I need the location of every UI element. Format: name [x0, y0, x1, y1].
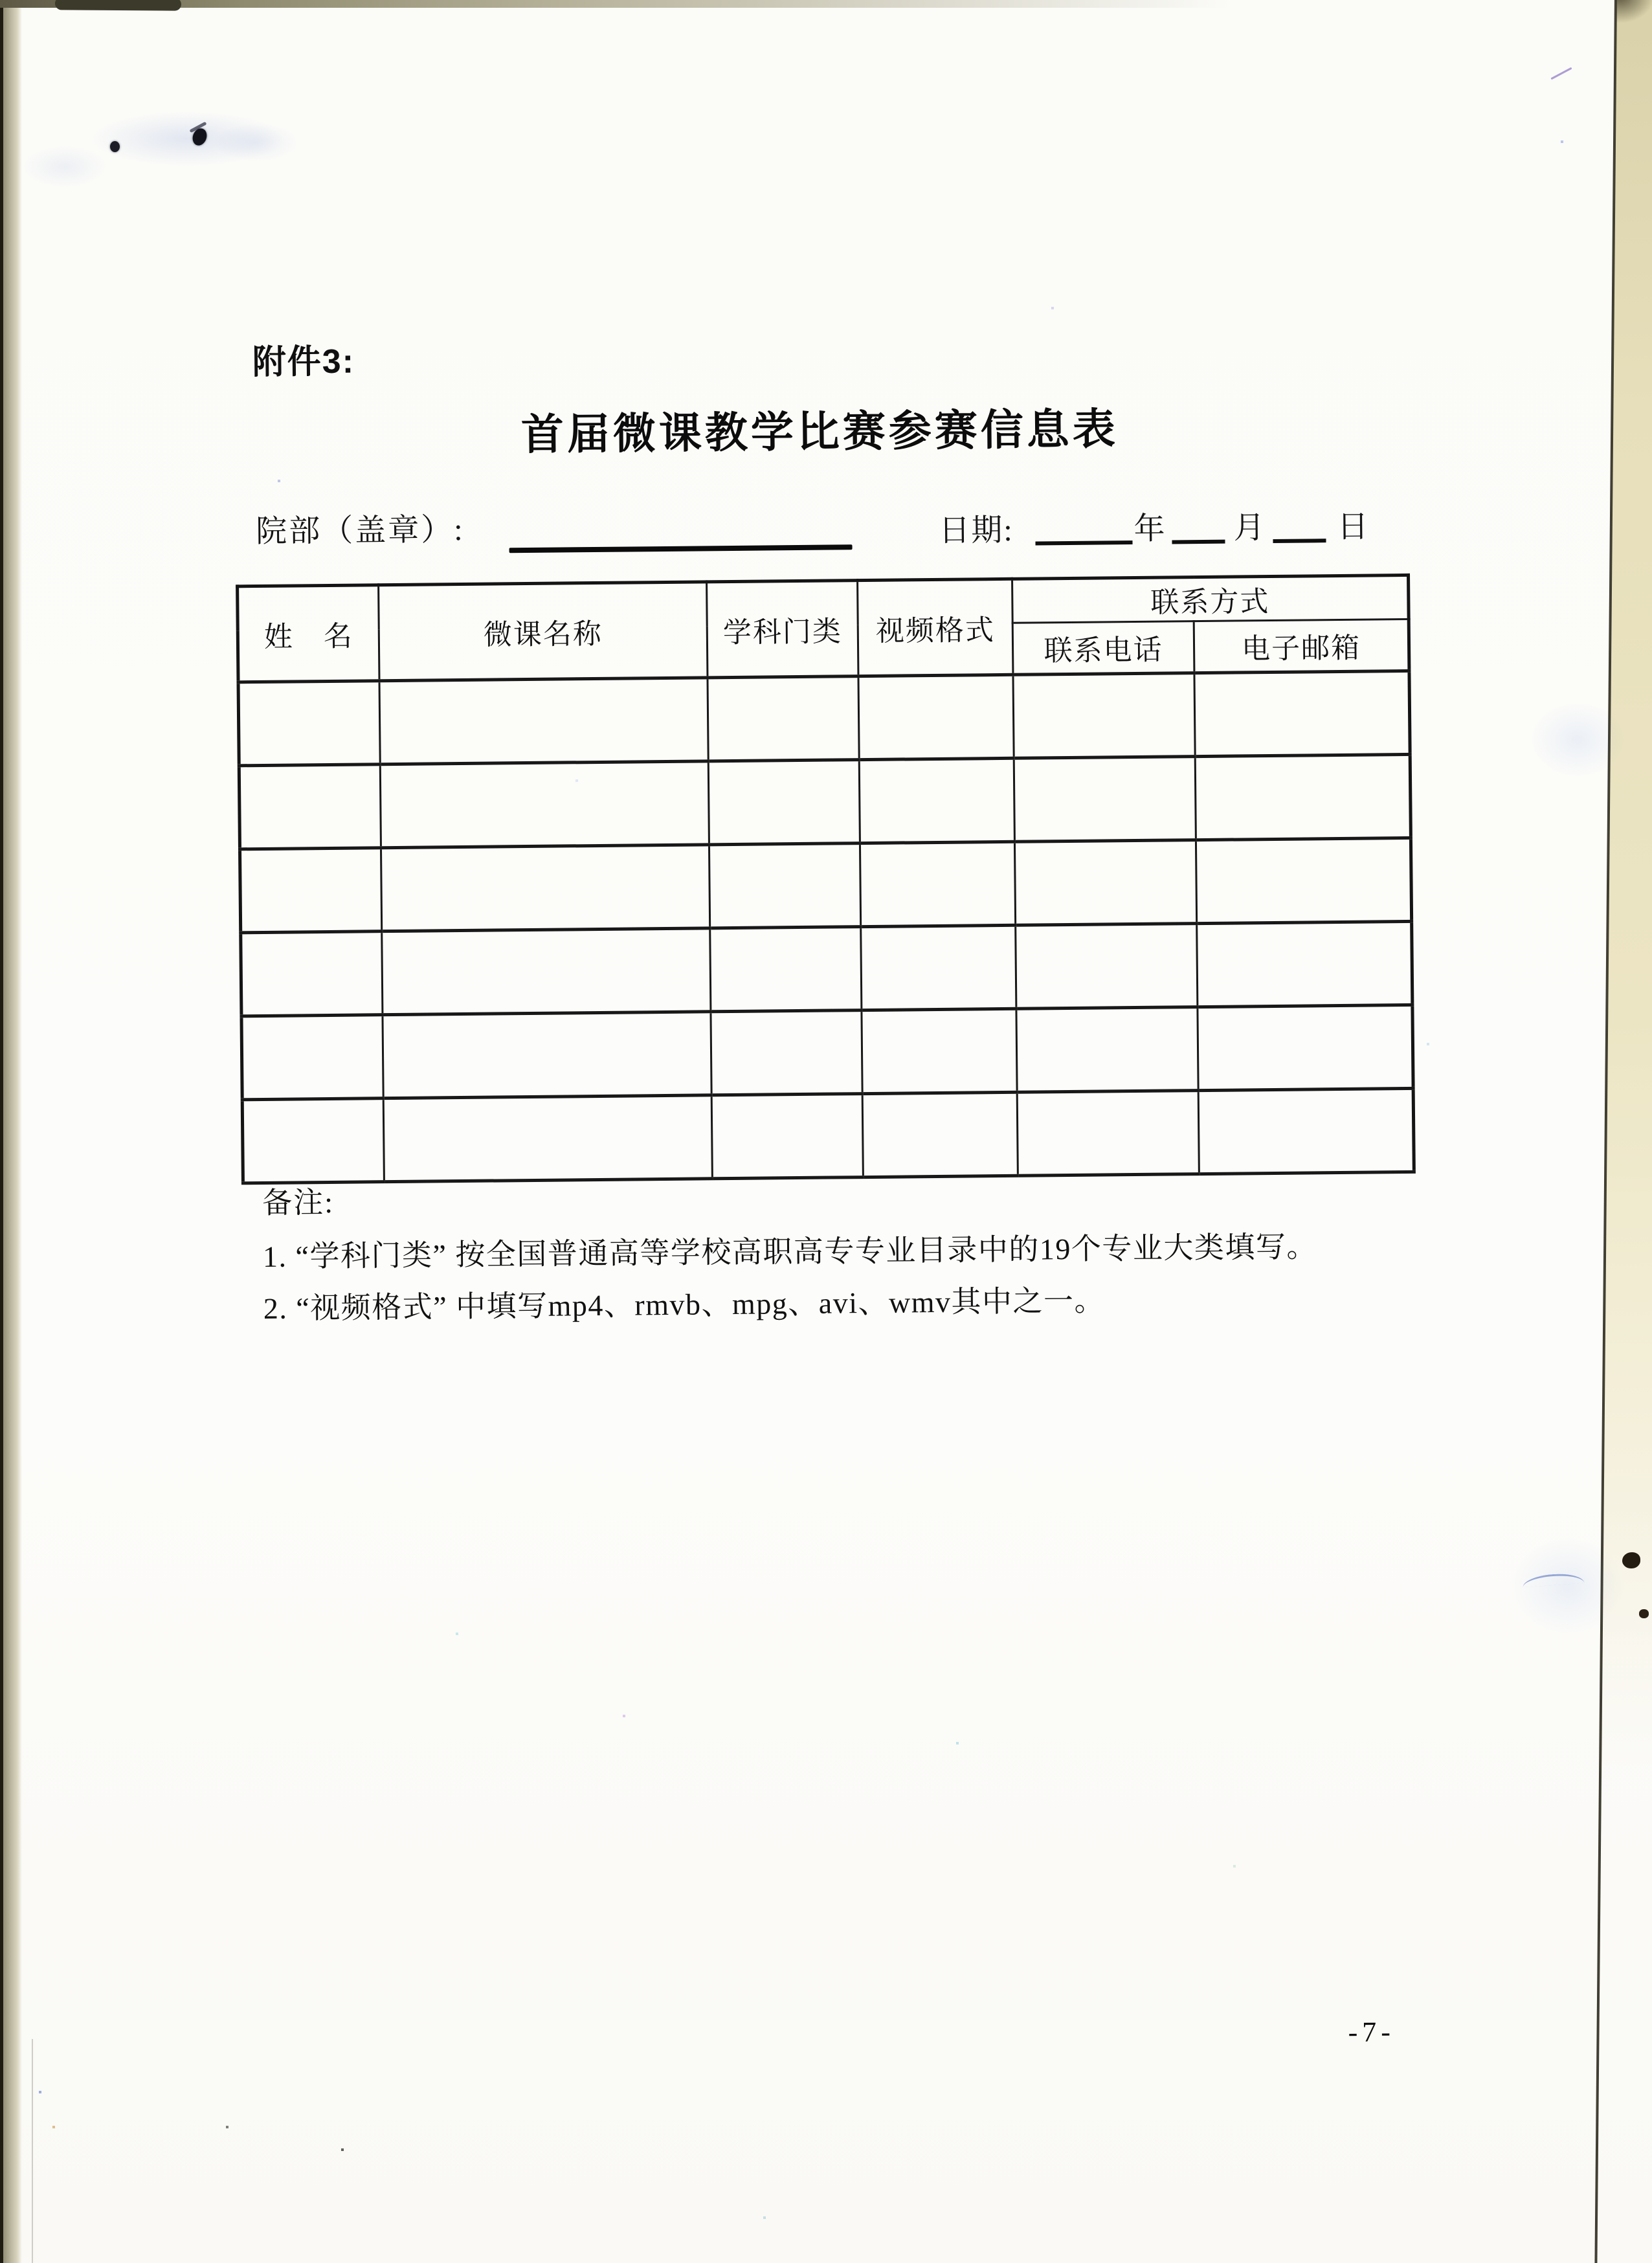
scan-noise-speckles — [0, 0, 1, 1]
table-cell — [383, 1012, 711, 1098]
table-cell — [711, 1094, 863, 1179]
table-cell — [242, 1098, 384, 1183]
table-cell — [710, 927, 862, 1012]
date-line — [939, 500, 1370, 549]
page-number: -7- — [1348, 2016, 1396, 2048]
note-item: 2. “视频格式” 中填写mp4、rmvb、mpg、avi、wmv其中之一。 — [263, 1284, 1106, 1325]
notes-section — [262, 1168, 1403, 1335]
table-cell — [383, 1095, 712, 1182]
table-row — [238, 671, 1410, 765]
department-fill-line — [509, 544, 853, 553]
entry-info-table — [236, 574, 1416, 1185]
table-cell — [239, 764, 381, 849]
table-cell — [860, 842, 1015, 926]
table-cell — [241, 931, 383, 1016]
year-fill-line — [1036, 541, 1133, 545]
entry-table-body — [238, 671, 1414, 1183]
table-cell — [711, 1010, 862, 1095]
table-cell — [1016, 924, 1198, 1009]
department-seal-label: 院部（盖章）: — [256, 512, 465, 550]
day-suffix: 日 — [1337, 509, 1370, 544]
month-fill-line — [1172, 540, 1225, 544]
table-cell — [708, 676, 859, 761]
table-row — [241, 921, 1412, 1016]
note-item: 1. “学科门类” 按全国普通高等学校高职高专专业目录中的19个专业大类填写。 — [262, 1230, 1318, 1273]
table-cell — [861, 925, 1016, 1010]
table-cell — [708, 760, 860, 845]
month-suffix: 月 — [1233, 510, 1266, 546]
table-cell — [1197, 921, 1412, 1007]
table-cell — [381, 845, 709, 931]
page-title: 首届微课教学比赛参赛信息表 — [520, 405, 1119, 459]
table-row — [240, 838, 1411, 932]
table-cell — [382, 928, 711, 1015]
table-cell — [1195, 754, 1411, 840]
col-header-email: 电子邮箱 — [1194, 619, 1409, 673]
col-header-subject: 学科门类 — [707, 581, 858, 678]
table-cell — [1198, 1088, 1414, 1174]
table-cell — [1017, 1091, 1199, 1176]
table-cell — [380, 761, 709, 848]
table-cell — [1196, 838, 1411, 923]
day-fill-line — [1273, 539, 1326, 543]
col-header-phone: 联系电话 — [1012, 621, 1194, 675]
table-row — [242, 1088, 1414, 1183]
table-cell — [862, 1092, 1018, 1177]
table-cell — [238, 681, 380, 766]
table-cell — [709, 843, 860, 928]
table-cell — [379, 678, 708, 764]
date-label: 日期: — [939, 513, 1014, 548]
table-cell — [862, 1009, 1017, 1093]
table-cell — [1014, 757, 1196, 842]
table-cell — [241, 1015, 383, 1100]
attachment-label: 附件3: — [252, 342, 355, 382]
table-cell — [859, 758, 1014, 843]
col-header-video-format: 视频格式 — [858, 579, 1013, 676]
table-cell — [1014, 840, 1196, 926]
table-row — [239, 754, 1411, 849]
table-cell — [1194, 671, 1410, 756]
table-cell — [1198, 1005, 1413, 1090]
year-suffix: 年 — [1133, 511, 1166, 546]
col-header-course: 微课名称 — [379, 582, 708, 681]
col-header-name: 姓 名 — [238, 585, 379, 682]
table-cell — [1016, 1007, 1198, 1093]
table-cell — [858, 674, 1014, 759]
notes-label: 备注: — [262, 1185, 335, 1220]
table-cell — [240, 848, 381, 933]
table-cell — [1013, 673, 1195, 759]
table-row — [241, 1005, 1413, 1099]
col-header-contact-group: 联系方式 — [1012, 575, 1409, 623]
